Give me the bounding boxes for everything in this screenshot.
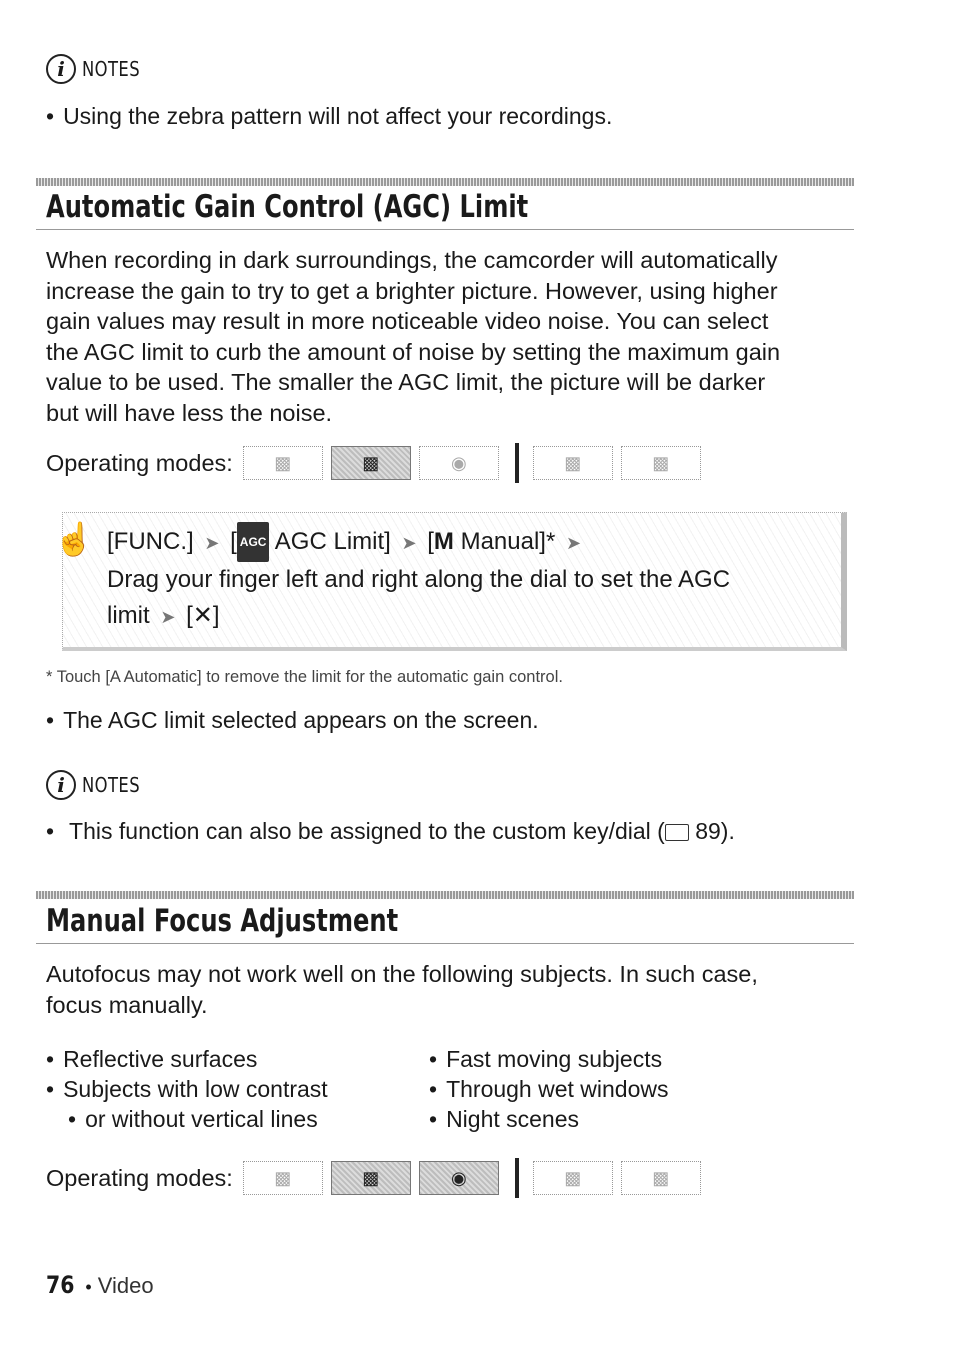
notes-header (46, 54, 153, 84)
info-icon: i (46, 770, 76, 800)
operating-modes (46, 1158, 709, 1198)
notes-label: NOTES (82, 57, 141, 81)
arrow-icon: ➤ (204, 533, 220, 553)
page-number: 76 (46, 1271, 75, 1299)
paragraph-line: value to be used. The smaller the AGC limit, the picture will be darker (46, 369, 766, 395)
operating-modes (46, 443, 709, 483)
paragraph-line: gain values may result in more noticeable video noise. You can select (46, 308, 769, 334)
agc-paragraph (46, 245, 906, 428)
limit-label: limit (107, 602, 150, 629)
title-underline (36, 229, 854, 230)
agc-bracket: [ (230, 528, 237, 555)
list-item-continuation: • or without vertical lines (46, 1104, 429, 1134)
video-manual-mode-icon: ▩ (331, 1161, 411, 1195)
agc-limit-label: AGC Limit] (274, 528, 391, 555)
paragraph-line: but will have less the noise. (46, 399, 333, 426)
notes-item: • Using the zebra pattern will not affect your recordings. (46, 101, 612, 131)
section-divider (36, 891, 854, 899)
photo-mode-icon: ◉ (419, 446, 499, 480)
notes-item-text: This function can also be assigned to the custom key/dial ( (69, 818, 665, 844)
manual-m-label: M (433, 528, 454, 555)
footer-section: Video (97, 1273, 154, 1298)
arrow-icon: ➤ (160, 607, 176, 627)
list-item: • Subjects with low contrast (46, 1074, 429, 1104)
section-divider (36, 178, 854, 186)
paragraph-line: When recording in dark surroundings, the camcorder will automatically (46, 247, 778, 273)
list-item: • Reflective surfaces (46, 1044, 429, 1074)
title-underline (36, 943, 854, 944)
mode-separator (515, 1158, 519, 1198)
arrow-icon: ➤ (566, 533, 582, 553)
paragraph-line: the AGC limit to curb the amount of noise by setting the maximum gain (46, 338, 781, 365)
footer-separator: • (85, 1277, 92, 1297)
mf-paragraph (46, 959, 906, 1020)
operating-modes-label: Operating modes: (46, 1164, 233, 1191)
scene-mode-icon: ▩ (621, 1161, 701, 1195)
arrow-icon: ➤ (401, 533, 417, 553)
subjects-column-right (429, 1044, 812, 1134)
list-item: • Through wet windows (429, 1074, 812, 1104)
section-title: Automatic Gain Control (AGC) Limit (46, 189, 529, 225)
paragraph-line: increase the gain to try to get a brighter picture. However, using higher (46, 277, 778, 304)
scene-mode-icon: ▩ (621, 446, 701, 480)
procedure-line (107, 598, 837, 635)
cinema-mode-icon: ▩ (533, 446, 613, 480)
notes-item (46, 816, 735, 846)
operating-modes-label: Operating modes: (46, 449, 233, 476)
procedure-line: Drag your finger left and right along the dial to set the AGC (107, 566, 731, 593)
agc-icon: AGC (237, 522, 270, 562)
close-label: [✕] (186, 602, 220, 629)
page-footer (46, 1271, 154, 1299)
mode-separator (515, 443, 519, 483)
agc-bullet: • The AGC limit selected appears on the screen. (46, 705, 539, 735)
info-icon: i (46, 54, 76, 84)
notes-header (46, 770, 153, 800)
notes-item-ref: 89). (688, 818, 735, 844)
list-item: • Night scenes (429, 1104, 812, 1134)
subjects-list (46, 1044, 812, 1134)
procedure-text (107, 522, 837, 635)
auto-mode-icon: ▩ (243, 446, 323, 480)
manual-label: Manual]* (460, 528, 556, 555)
footnote: * Touch [A Automatic] to remove the limit for the automatic gain control. (46, 668, 563, 686)
photo-mode-icon: ◉ (419, 1161, 499, 1195)
paragraph-line: Autofocus may not work well on the following subjects. In such case, (46, 961, 758, 987)
auto-mode-icon: ▩ (243, 1161, 323, 1195)
subjects-column-left (46, 1044, 429, 1134)
video-manual-mode-icon: ▩ (331, 446, 411, 480)
section-title: Manual Focus Adjustment (46, 903, 399, 939)
touch-hand-icon: ☝ (54, 521, 94, 557)
list-item: • Fast moving subjects (429, 1044, 812, 1074)
cinema-mode-icon: ▩ (533, 1161, 613, 1195)
notes-label: NOTES (82, 773, 141, 797)
procedure-line: [FUNC.] ➤ [ AGC AGC Limit] ➤ [M Manual]* ➤ (107, 522, 837, 562)
paragraph-line: focus manually. (46, 991, 208, 1018)
book-icon (665, 824, 689, 841)
func-label: [FUNC.] (107, 528, 194, 555)
